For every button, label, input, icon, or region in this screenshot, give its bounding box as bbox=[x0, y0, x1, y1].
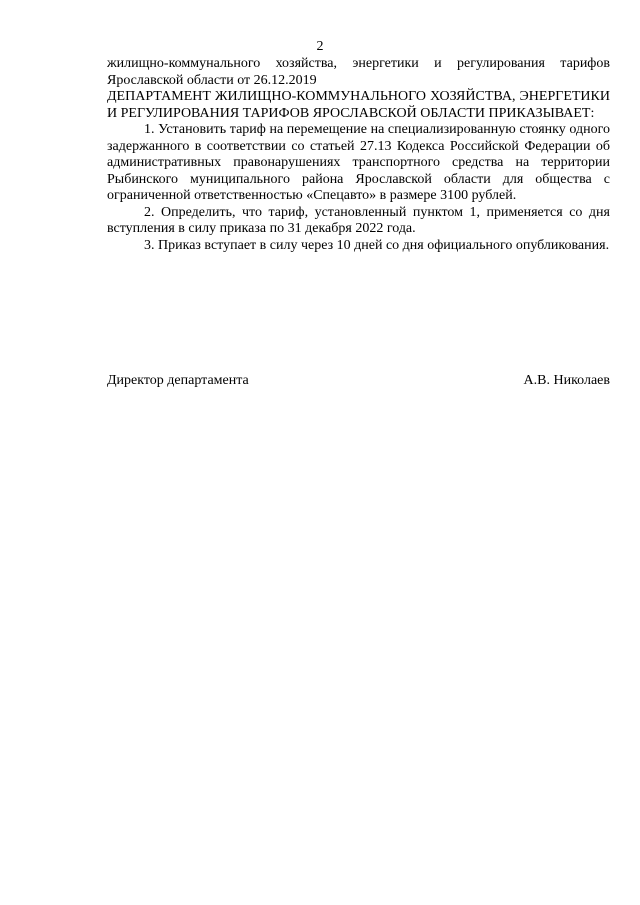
order-heading: ДЕПАРТАМЕНТ ЖИЛИЩНО-КОММУНАЛЬНОГО ХОЗЯЙСТВА, ЭНЕРГЕТИКИ И РЕГУЛИРОВАНИЯ ТАРИФОВ ЯРОСЛАВСКОЙ ОБЛАСТИ ПРИКАЗЫВАЕТ: bbox=[107, 89, 610, 121]
page-number: 2 bbox=[316, 39, 324, 54]
order-item-2: 2. Определить, что тариф, установленный пунктом 1, применяется со дня вступления в силу приказа по 31 декабря 2022 года. bbox=[107, 204, 610, 236]
signatory-name: А.В. Николаев bbox=[523, 373, 610, 388]
signatory-title: Директор департамента bbox=[107, 373, 249, 388]
intro-paragraph: жилищно-коммунального хозяйства, энергетики и регулирования тарифов Ярославской области от 26.12.2019 bbox=[107, 56, 610, 88]
document-body bbox=[107, 56, 610, 254]
signature-block bbox=[107, 372, 610, 389]
order-item-1: 1. Установить тариф на перемещение на специализированную стоянку одного задержанного в соответствии со статьей 27.13 Кодекса Российской Федерации об административных правонарушениях транспортного средства на территории Рыбинского муниципального района Ярославской области для общества с ограниченной ответственностью «Спецавто» в размере 3100 рублей. bbox=[107, 122, 610, 203]
order-item-3: 3. Приказ вступает в силу через 10 дней со дня официального опубликования. bbox=[144, 237, 610, 253]
